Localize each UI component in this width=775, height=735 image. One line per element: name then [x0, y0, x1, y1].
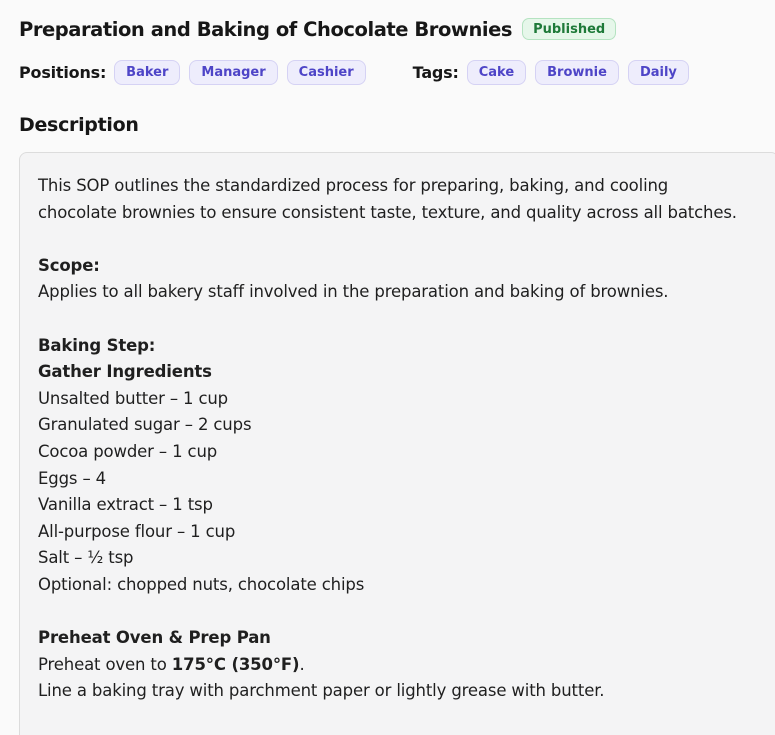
title-row [19, 15, 775, 43]
ingredient-item: Vanilla extract – 1 tsp [38, 495, 213, 515]
spacer [38, 306, 760, 333]
tag-chip-brownie[interactable]: Brownie [535, 60, 619, 85]
preheat-heading: Preheat Oven & Prep Pan [38, 628, 271, 648]
description-box[interactable] [19, 152, 775, 735]
preheat-temperature: 175°C (350°F) [171, 654, 300, 674]
position-chip-cashier[interactable]: Cashier [287, 60, 366, 85]
intro-line-2: chocolate brownies to ensure consistent taste, texture, and quality across all batches. [38, 202, 737, 222]
preheat-prefix: Preheat oven to [38, 654, 172, 674]
ingredient-item: All-purpose flour – 1 cup [38, 521, 236, 541]
position-chip-manager[interactable]: Manager [189, 60, 277, 85]
positions-label: Positions: [19, 62, 107, 82]
tags-group [413, 60, 698, 85]
gather-ingredients-heading: Gather Ingredients [38, 362, 212, 382]
scope-heading: Scope: [38, 255, 100, 275]
line-tray-text: Line a baking tray with parchment paper or lightly grease with butter. [38, 681, 605, 701]
position-chip-baker[interactable]: Baker [114, 60, 180, 85]
intro-line-1: This SOP outlines the standardized process for preparing, baking, and cooling [38, 176, 669, 195]
baking-step-heading: Baking Step: [38, 335, 156, 355]
ingredient-item: Salt – ½ tsp [38, 548, 134, 568]
tags-label: Tags: [412, 62, 459, 82]
ingredient-item: Unsalted butter – 1 cup [38, 388, 229, 408]
preheat-suffix: . [299, 654, 305, 674]
ingredient-item: Eggs – 4 [38, 468, 107, 488]
status-badge: Published [522, 18, 616, 40]
meta-row [19, 59, 775, 85]
ingredient-item: Cocoa powder – 1 cup [38, 441, 218, 461]
tag-chip-daily[interactable]: Daily [628, 60, 689, 85]
scope-text: Applies to all bakery staff involved in the preparation and baking of brownies. [38, 282, 669, 302]
description-heading: Description [19, 114, 139, 136]
ingredient-item: Optional: chopped nuts, chocolate chips [38, 574, 365, 594]
tag-chip-cake[interactable]: Cake [467, 60, 526, 85]
preheat-line [38, 652, 760, 679]
ingredient-item: Granulated sugar – 2 cups [38, 415, 252, 435]
spacer [38, 599, 760, 626]
spacer [38, 226, 760, 253]
page-title: Preparation and Baking of Chocolate Brownies [19, 17, 513, 41]
